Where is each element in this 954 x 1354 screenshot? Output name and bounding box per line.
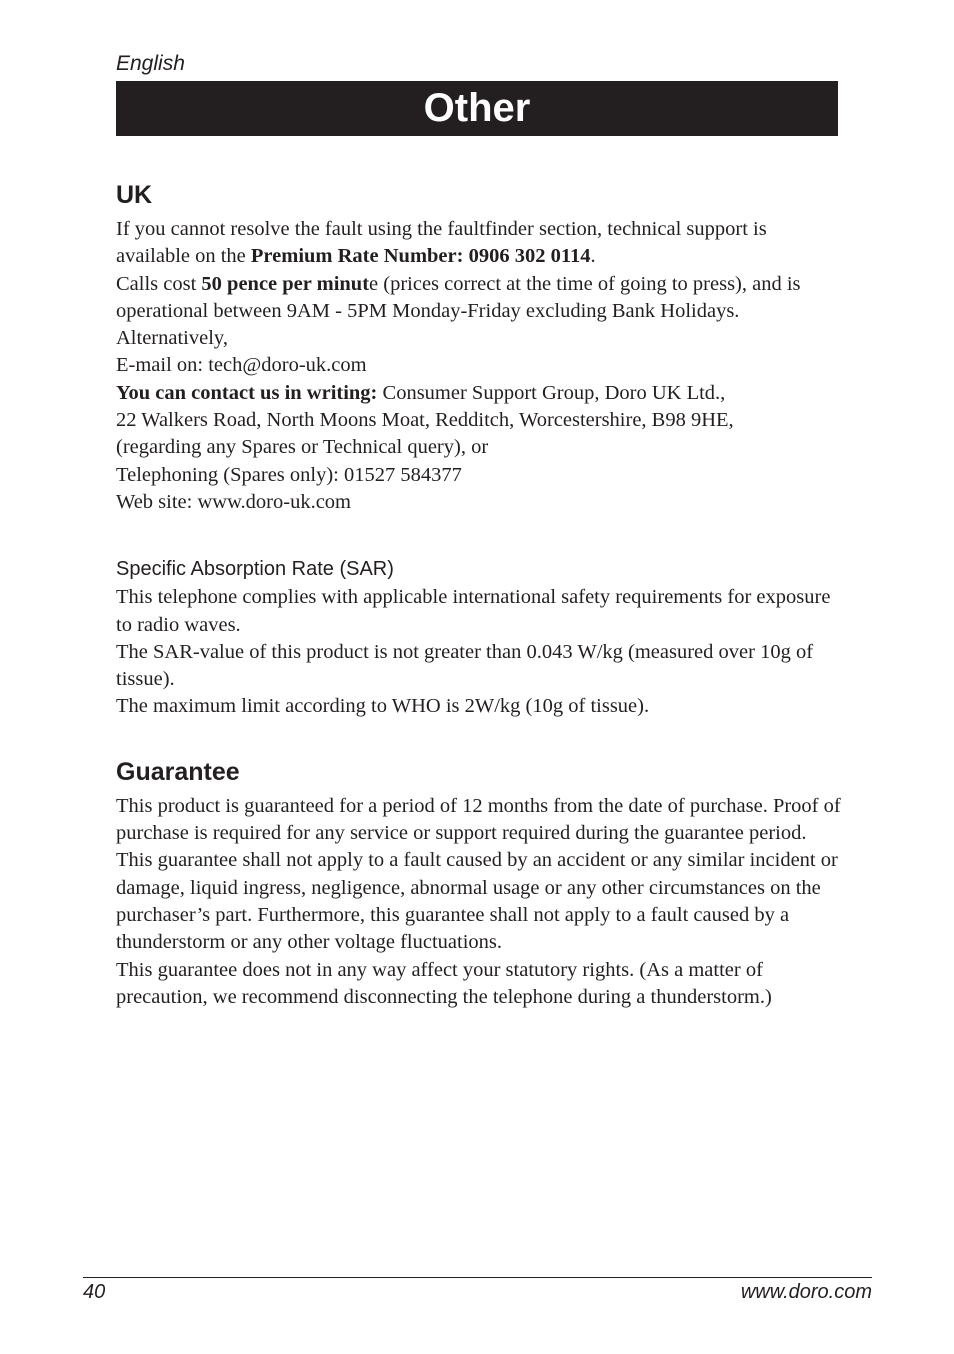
premium-rate-number: Premium Rate Number: 0906 302 0114 [250, 245, 591, 268]
guarantee-paragraph-3: This guarantee does not in any way affect your statutory rights. (As a matter of precaution, we recommend disconnecting the telephone during a thunderstorm.) [116, 958, 772, 1008]
sar-heading: Specific Absorption Rate (SAR) [116, 558, 394, 581]
call-cost: 50 pence per minut [201, 272, 370, 295]
language-label: English [116, 52, 185, 75]
sar-paragraph-2: The SAR-value of this product is not greater than 0.043 W/kg (measured over 10g of tissue). [116, 640, 814, 691]
page-title: Other [116, 81, 838, 136]
uk-support-text: If you cannot resolve the fault using the faultfinder section, technical support is available on the [116, 218, 767, 268]
uk-support-end: . [590, 245, 596, 268]
sar-section [116, 556, 844, 720]
uk-section [116, 180, 844, 516]
footer-divider [83, 1277, 872, 1278]
main-content [116, 180, 844, 1011]
uk-cost-text: Calls cost [116, 272, 202, 295]
page-number: 40 [83, 1281, 106, 1303]
uk-website: Web site: www.doro-uk.com [116, 490, 351, 513]
guarantee-heading: Guarantee [116, 757, 240, 786]
writing-address: Consumer Support Group, Doro UK Ltd., [377, 381, 726, 404]
uk-email: E-mail on: tech@doro-uk.com [116, 354, 367, 377]
guarantee-section [116, 757, 844, 1011]
uk-cost-paragraph [116, 271, 844, 326]
guarantee-paragraph-2: This guarantee shall not apply to a fault caused by an accident or any similar incident or damage, liquid ingress, negligence, abnormal usage or any other circumstances on the purchaser’s part. Furthermore, this guarantee shall not apply to a fault caused by a thunderstorm or any other voltage fluctuations. [116, 849, 838, 954]
uk-cost-rest: e (prices correct at the time of going to press), and is operational between 9AM - 5PM Monday-Friday excluding Bank Holidays. [116, 272, 801, 322]
uk-support-paragraph [116, 216, 844, 271]
sar-paragraph-3: The maximum limit according to WHO is 2W/kg (10g of tissue). [116, 695, 650, 718]
uk-address-line: 22 Walkers Road, North Moons Moat, Redditch, Worcestershire, B98 9HE, [116, 409, 734, 432]
uk-query-line: (regarding any Spares or Technical query), or [116, 436, 489, 459]
writing-label: You can contact us in writing: [116, 381, 378, 404]
footer-website: www.doro.com [740, 1281, 872, 1303]
guarantee-paragraph-1: This product is guaranteed for a period of 12 months from the date of purchase. Proof of purchase is required for any service or support required during the guarantee period. [116, 794, 841, 845]
sar-paragraph-1: This telephone complies with applicable international safety requirements for exposure to radio waves. [116, 586, 831, 636]
uk-alternatively: Alternatively, [116, 327, 228, 350]
uk-telephone: Telephoning (Spares only): 01527 584377 [116, 463, 462, 486]
uk-writing-paragraph [116, 380, 844, 407]
uk-heading: UK [116, 181, 153, 209]
